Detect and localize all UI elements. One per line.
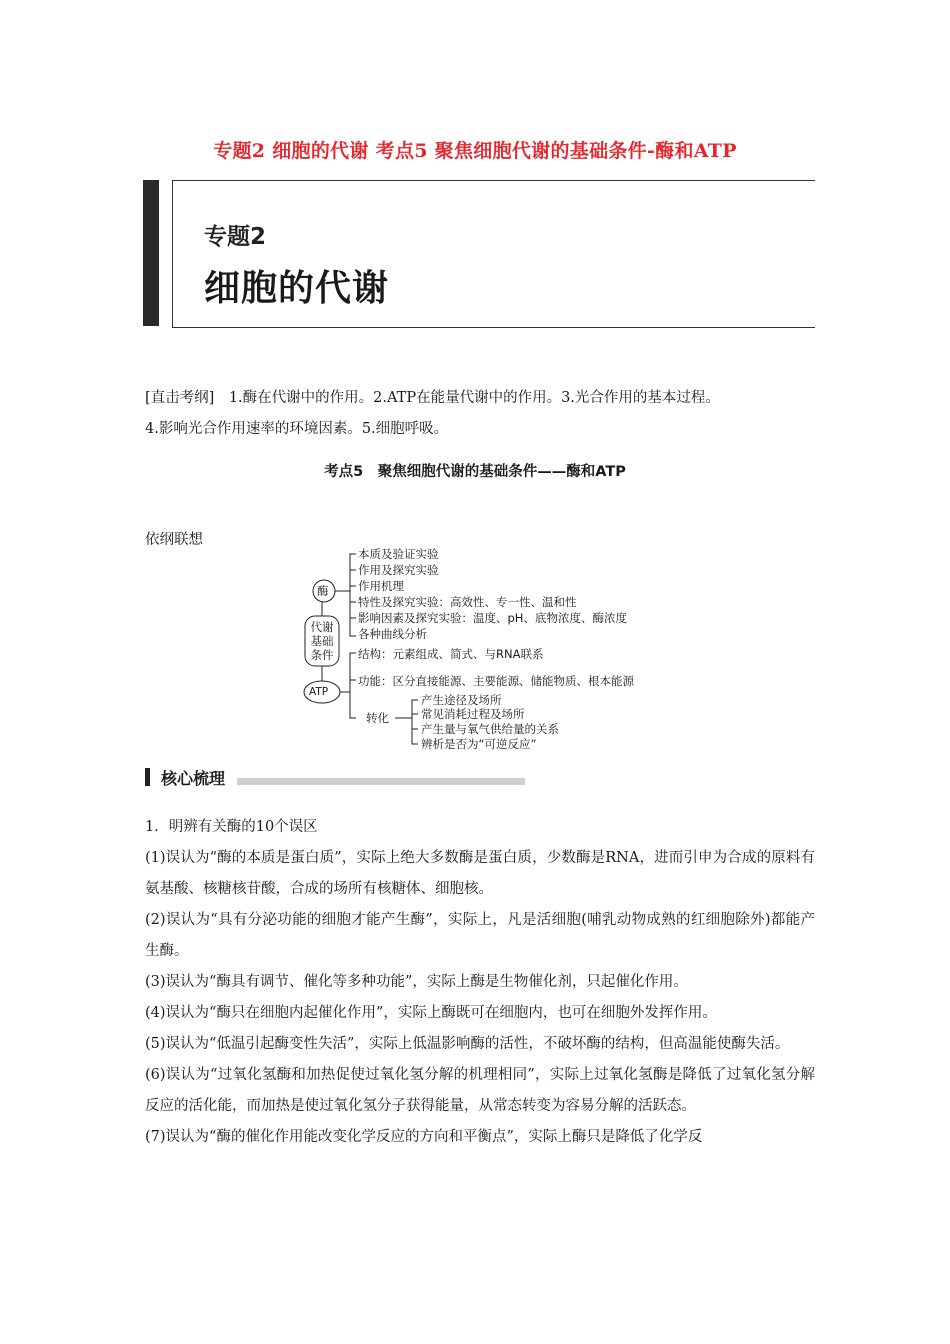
transform-item: 产生途径及场所 xyxy=(421,693,502,707)
banner-label: 专题2 xyxy=(204,224,267,250)
section-marker xyxy=(145,768,150,786)
section-kaodian-title: 考点5 聚焦细胞代谢的基础条件——酶和ATP xyxy=(324,464,626,480)
outline-line-2: 4.影响光合作用速率的环境因素。5.细胞呼吸。 xyxy=(145,421,449,437)
section-title: 核心梳理 xyxy=(161,769,226,788)
transform-item: 辨析是否为“可逆反应” xyxy=(421,737,537,751)
section-header xyxy=(145,764,525,790)
transform-label: 转化 xyxy=(366,711,389,725)
document-title: 专题2 细胞的代谢 考点5 聚焦细胞代谢的基础条件-酶和ATP xyxy=(213,140,737,162)
mindmap-atp-node: ATP xyxy=(309,686,329,698)
root-line: 基础 xyxy=(310,634,334,648)
atp-item: 结构：元素组成、简式、与RNA联系 xyxy=(358,647,544,661)
paragraph: (2)误认为“具有分泌功能的细胞才能产生酶”，实际上，凡是活细胞(哺乳动物成熟的红细胞除外)都能产生酶。 xyxy=(145,912,815,959)
root-line: 代谢 xyxy=(310,620,334,634)
mindmap-root xyxy=(308,620,336,662)
transform-item: 产生量与氧气供给量的关系 xyxy=(421,722,559,736)
banner-bar xyxy=(143,180,159,326)
paragraph: 1．明辨有关酶的10个误区 xyxy=(145,819,318,835)
paragraph: (7)误认为“酶的催化作用能改变化学反应的方向和平衡点”，实际上酶只是降低了化学反 xyxy=(145,1129,703,1145)
enzyme-item: 影响因素及探究实验：温度、pH、底物浓度、酶浓度 xyxy=(358,611,627,625)
enzyme-item: 作用及探究实验 xyxy=(358,563,439,577)
enzyme-item: 各种曲线分析 xyxy=(358,627,427,641)
core-content xyxy=(145,812,815,1153)
root-line: 条件 xyxy=(310,648,334,662)
enzyme-item: 作用机理 xyxy=(358,579,404,593)
concept-mindmap xyxy=(300,540,660,760)
paragraph: (5)误认为“低温引起酶变性失活”，实际上低温影响酶的活性，不破坏酶的结构，但高温能使酶失活。 xyxy=(145,1036,790,1052)
exam-outline xyxy=(145,383,815,445)
paragraph: (3)误认为“酶具有调节、催化等多种功能”，实际上酶是生物催化剂，只起催化作用。 xyxy=(145,974,688,990)
paragraph: (6)误认为“过氧化氢酶和加热促使过氧化氢分解的机理相同”，实际上过氧化氢酶是降低了过氧化氢分解反应的活化能，而加热是使过氧化氢分子获得能量，从常态转变为容易分解的活跃态。 xyxy=(145,1067,815,1114)
chapter-banner xyxy=(143,180,815,326)
transform-item: 常见消耗过程及场所 xyxy=(421,707,525,721)
banner-title: 细胞的代谢 xyxy=(204,268,390,309)
section-rule xyxy=(237,778,525,785)
paragraph: (4)误认为“酶只在细胞内起催化作用”，实际上酶既可在细胞内，也可在细胞外发挥作用。 xyxy=(145,1005,717,1021)
enzyme-item: 本质及验证实验 xyxy=(358,547,439,561)
mindmap-enzyme-node: 酶 xyxy=(317,584,329,598)
paragraph: (1)误认为“酶的本质是蛋白质”，实际上绝大多数酶是蛋白质，少数酶是RNA，进而引申为合成的原料有氨基酸、核糖核苷酸，合成的场所有核糖体、细胞核。 xyxy=(145,850,815,897)
outline-line-1: [直击考纲] 1.酶在代谢中的作用。2.ATP在能量代谢中的作用。3.光合作用的基本过程。 xyxy=(145,390,720,406)
yigang-label: 依纲联想 xyxy=(145,532,203,548)
enzyme-item: 特性及探究实验：高效性、专一性、温和性 xyxy=(358,595,577,609)
atp-item: 功能：区分直接能源、主要能源、储能物质、根本能源 xyxy=(358,674,634,688)
